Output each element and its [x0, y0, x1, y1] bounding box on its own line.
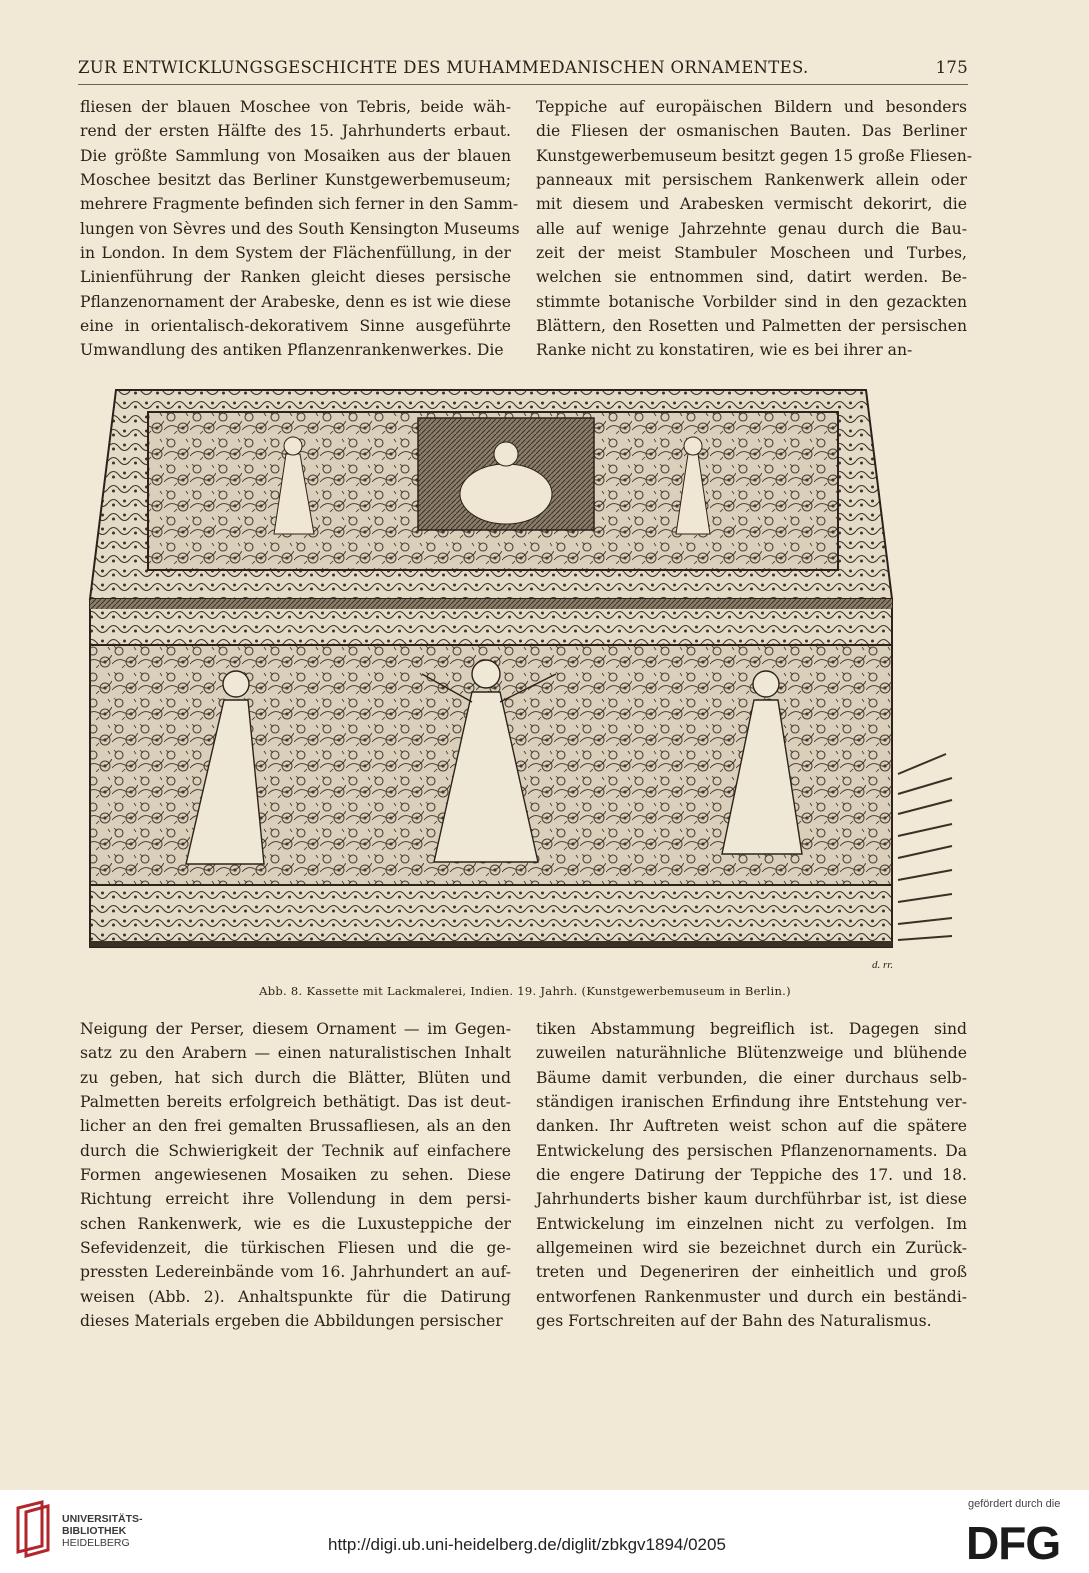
library-line-3: HEIDELBERG [62, 1537, 130, 1549]
casket-base [90, 885, 892, 947]
text-line: die Fliesen der osmanischen Bauten. Das Berliner [536, 122, 967, 141]
library-name [62, 1513, 143, 1549]
page-number: 175 [935, 58, 968, 77]
text-line: Entwickelung des persischen Pflanzenornaments. Da [536, 1141, 967, 1160]
text-line: fliesen der blauen Moschee von Tebris, beide wäh- [80, 98, 511, 116]
text-line: Moschee besitzt das Berliner Kunstgewerbemuseum; [80, 171, 511, 190]
text-line: ständigen iranischen Erfindung ihre Entstehung ver- [536, 1093, 967, 1112]
text-line: Bäume damit verbunden, die einer durchaus selb- [536, 1068, 967, 1087]
text-line: lungen von Sèvres und des South Kensington Museums [80, 219, 520, 238]
digitization-footer [0, 1490, 1089, 1573]
text-line: Kunstgewerbemuseum besitzt gegen 15 große Fliesen- [536, 146, 973, 165]
permalink-url[interactable]: http://digi.ub.uni-heidelberg.de/diglit/zbkgv1894/0205 [328, 1535, 726, 1554]
text-line: rend der ersten Hälfte des 15. Jahrhunderts erbaut. [80, 122, 511, 141]
text-line: Palmetten bereits erfolgreich bethätigt. Das ist deut- [80, 1093, 511, 1112]
dfg-logo: DFG [966, 1517, 1061, 1569]
text-line: licher an den frei gemalten Brussafliesen, als an den [80, 1117, 511, 1136]
library-line-1: UNIVERSITÄTS- [62, 1513, 143, 1525]
text-line: welchen sie entnommen sind, datirt werden. Be- [536, 268, 967, 287]
text-line: satz zu den Arabern — einen naturalistischen Inhalt [80, 1044, 511, 1063]
text-line: Entwickelung im einzelnen nicht zu verfolgen. Im [536, 1214, 967, 1233]
text-line: Formen angewiesenen Mosaiken zu sehen. Diese [80, 1166, 511, 1185]
text-line: Blättern, den Rosetten und Palmetten der persischen [536, 317, 967, 336]
funding-note: gefördert durch die [968, 1498, 1061, 1510]
text-line: durch die Schwierigkeit der Technik auf einfachere [80, 1141, 511, 1160]
text-line: die engere Datirung der Teppiche des 17. und 18. [536, 1166, 967, 1185]
text-line: allgemeinen wird sie bezeichnet durch ein Zurück- [536, 1239, 967, 1258]
text-line: entworfenen Rankenmuster und durch ein beständi- [536, 1287, 967, 1306]
text-line: ges Fortschreiten auf der Bahn des Naturalismus. [536, 1312, 932, 1331]
library-line-2: BIBLIOTHEK [62, 1525, 127, 1537]
column-left-top [80, 95, 520, 363]
text-line: weisen (Abb. 2). Anhaltspunkte für die Datirung [80, 1287, 511, 1306]
text-line: Die größte Sammlung von Mosaiken aus der blauen [80, 146, 511, 165]
header-rule [78, 84, 968, 85]
column-right-bottom [536, 1017, 967, 1333]
text-line: dieses Materials ergeben die Abbildungen persischer [80, 1312, 503, 1331]
university-library-logo-icon [12, 1500, 56, 1558]
text-line: tiken Abstammung begreiflich ist. Dagegen sind [536, 1020, 967, 1038]
text-line: mehrere Fragmente befinden sich ferner in den Samm- [80, 195, 519, 214]
text-line: zu geben, hat sich durch die Blätter, Blüten und [80, 1068, 511, 1087]
figure-caption: Abb. 8. Kassette mit Lackmalerei, Indien. 19. Jahrh. (Kunstgewerbemuseum in Berlin.) [259, 984, 791, 998]
text-line: Umwandlung des antiken Pflanzenrankenwerkes. Die [80, 341, 504, 360]
text-line: eine in orientalisch-dekorativem Sinne ausgeführte [80, 317, 511, 336]
text-line: stimmte botanische Vorbilder sind in den gezackten [536, 292, 967, 311]
text-line: Richtung erreicht ihre Vollendung in dem persi- [80, 1190, 511, 1209]
text-line: Pflanzenornament der Arabeske, denn es ist wie diese [80, 292, 511, 311]
seated-figure [460, 464, 552, 524]
text-line: panneaux mit persischem Rankenwerk allein oder [536, 171, 967, 190]
casket-illustration [86, 384, 956, 974]
text-line: Ranke nicht zu konstatiren, wie es bei ihrer an- [536, 341, 913, 360]
column-right-top [536, 95, 973, 363]
text-line: Linienführung der Ranken gleicht dieses persische [80, 268, 511, 287]
text-line: in London. In dem System der Flächenfüllung, in der [80, 244, 511, 263]
shadow-hatching [898, 754, 952, 940]
text-line: danken. Ihr Auftreten weist schon auf die spätere [536, 1117, 967, 1136]
text-line: treten und Degeneriren der einheitlich und groß [536, 1263, 967, 1282]
text-line: zeit der meist Stambuler Moscheen und Turbes, [536, 244, 967, 263]
text-line: mit diesem und Arabesken vermischt dekorirt, die [536, 195, 967, 214]
running-head-title: ZUR ENTWICKLUNGSGESCHICHTE DES MUHAMMEDANISCHEN ORNAMENTES. [78, 58, 809, 77]
column-left-bottom [80, 1017, 511, 1333]
text-line: Jahrhunderts bisher kaum durchführbar ist, ist diese [536, 1190, 967, 1209]
text-line: pressten Ledereinbände vom 16. Jahrhundert an auf- [80, 1263, 511, 1282]
text-line: Teppiche auf europäischen Bildern und besonders [536, 98, 967, 116]
text-line: zuweilen naturähnliche Blütenzweige und blühende [536, 1044, 967, 1063]
text-line: alle auf wenige Jahrzehnte genau durch die Bau- [536, 219, 967, 238]
engraver-signature: d. rr. [872, 959, 894, 971]
text-line: Sefevidenzeit, die türkischen Fliesen und die ge- [80, 1239, 511, 1258]
text-line: Neigung der Perser, diesem Ornament — im Gegen- [80, 1020, 511, 1038]
running-head [78, 58, 968, 82]
text-line: schen Rankenwerk, wie es die Luxusteppiche der [80, 1214, 511, 1233]
